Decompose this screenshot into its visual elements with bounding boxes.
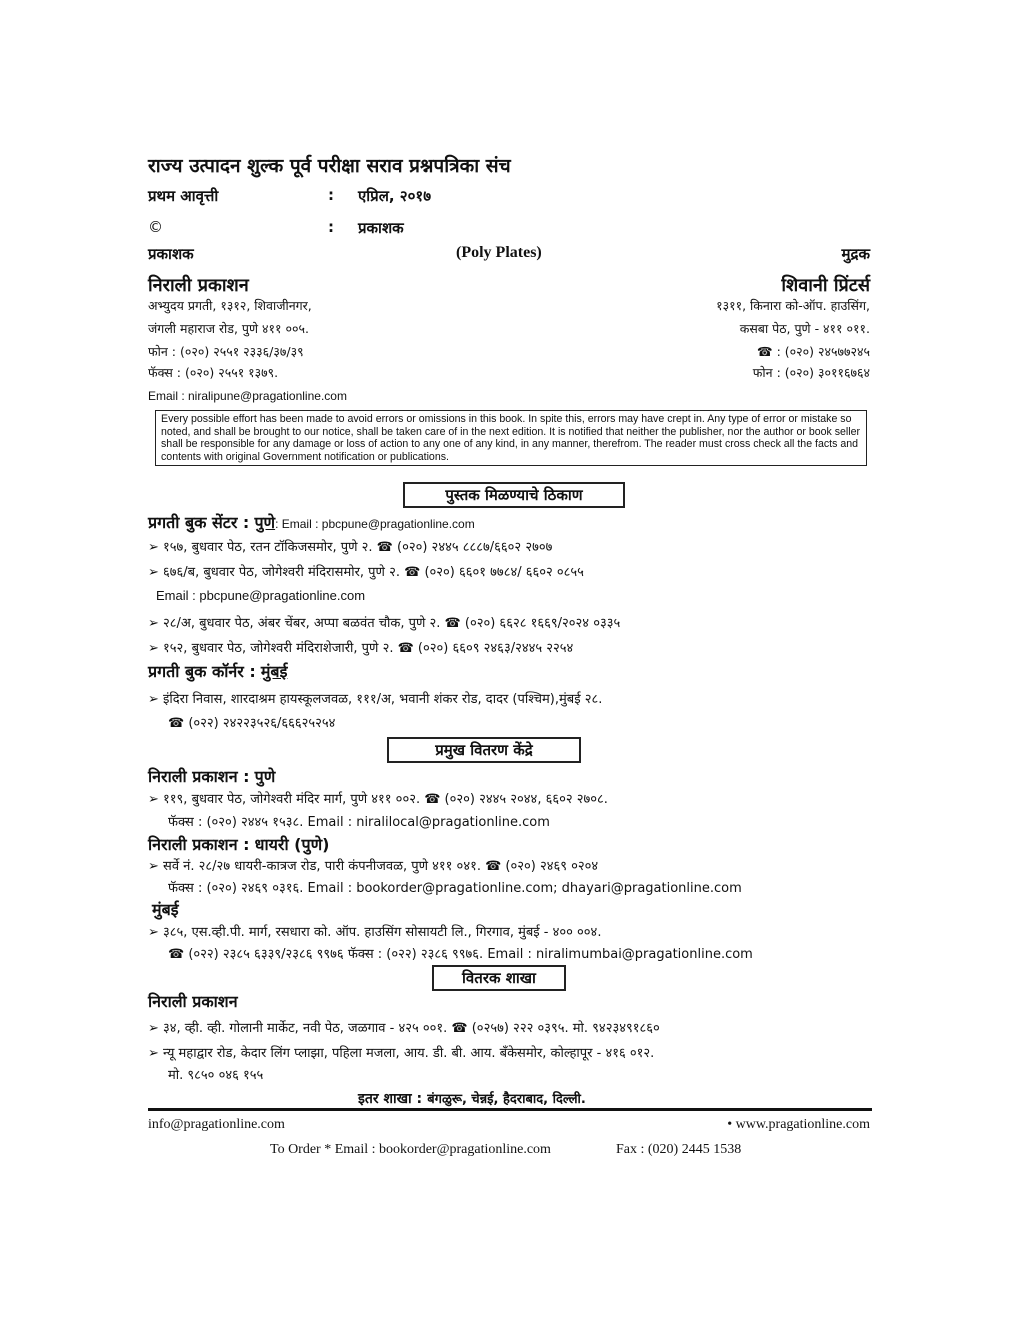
heading-city: धायरी (पुणे) [254, 835, 330, 854]
fax-email-line: फॅक्स : (०२०) २४४५ १५३८. Email : niralilocal@pragationline.com [168, 815, 550, 830]
printer-label: मुद्रक [841, 245, 870, 263]
printer-address-line: १३११, किनारा को-ऑप. हाउसिंग, [716, 298, 870, 313]
section-heading-distribution-centres: प्रमुख वितरण केंद्रे [387, 737, 581, 763]
heading-text: प्रगती बुक कॉर्नर : [148, 662, 256, 681]
footer-website[interactable]: • www.pragationline.com [727, 1117, 870, 1132]
other-branches-value: बंगळुरू, चेन्नई, हैदराबाद, दिल्ली. [427, 1092, 586, 1107]
heading-email: : Email : pbcpune@pragationline.com [275, 517, 475, 531]
printer-phone: ☎ : (०२०) २४५७७२४५ [757, 344, 870, 359]
publisher-address-line: अभ्युदय प्रगती, १३१२, शिवाजीनगर, [148, 298, 312, 313]
copyright-value: प्रकाशक [358, 219, 404, 237]
copyright-sep: : [328, 218, 334, 236]
publisher-fax: फॅक्स : (०२०) २५५१ १३७९. [148, 365, 279, 380]
address-line: ➢ ३४, व्ही. व्ही. गोलानी मार्केट, नवी पेठ, जळगाव - ४२५ ००१. ☎ (०२५७) २२२ ०३९५. मो. ९४२३४९१८६० [148, 1021, 660, 1036]
footer-rule [148, 1108, 872, 1111]
printer-phone-2: फोन : (०२०) ३०११६७६४ [752, 365, 870, 380]
edition-label: प्रथम आवृत्ती [148, 187, 219, 205]
publisher-label: प्रकाशक [148, 245, 194, 263]
footer-fax: Fax : (020) 2445 1538 [616, 1142, 742, 1157]
phone-line: ☎ (०२२) २४२२३५२६/६६६२५२५४ [168, 716, 336, 731]
heading-city: पुणे [254, 513, 276, 532]
fax-email-line: फॅक्स : (०२०) २४६९ ०३१६. Email : bookorder@pragationline.com; dhayari@pragationline.com [168, 881, 742, 896]
address-line: ➢ ११९, बुधवार पेठ, जोगेश्वरी मंदिर मार्ग, पुणे ४११ ००२. ☎ (०२०) २४४५ २०४४, ६६०२ २७०८. [148, 792, 608, 807]
mumbai-heading: मुंबई [152, 900, 179, 919]
poly-plates: (Poly Plates) [456, 244, 542, 261]
pragati-book-corner-heading [148, 660, 287, 682]
printer-address-line: कसबा पेठ, पुणे - ४११ ०११. [739, 321, 870, 336]
address-line: ➢ १५७, बुधवार पेठ, रतन टॉकिजसमोर, पुणे २. ☎ (०२०) २४४५ ८८८७/६६०२ २७०७ [148, 540, 553, 555]
heading-text: निराली प्रकाशन : [148, 767, 250, 786]
nirali-pune-heading [148, 765, 275, 787]
nirali-dhayari-heading [148, 833, 329, 855]
footer-order-email: To Order * Email : bookorder@pragationline.com [270, 1142, 551, 1157]
heading-city: पुणे [254, 767, 276, 786]
section-heading-distributor-branch: वितरक शाखा [432, 965, 566, 991]
section-heading-book-locations: पुस्तक मिळण्याचे ठिकाण [403, 482, 625, 508]
printer-name: शिवानी प्रिंटर्स [781, 275, 870, 296]
publisher-phone: फोन : (०२०) २५५१ २३३६/३७/३९ [148, 344, 304, 359]
edition-sep: : [328, 186, 334, 204]
nirali-branch-heading: निराली प्रकाशन [148, 992, 238, 1011]
book-title: राज्य उत्पादन शुल्क पूर्व परीक्षा सराव प्रश्नपत्रिका संच [148, 155, 511, 177]
footer-email[interactable]: info@pragationline.com [148, 1117, 285, 1132]
heading-text: निराली प्रकाशन : [148, 835, 250, 854]
email-line: Email : pbcpune@pragationline.com [156, 588, 366, 603]
address-line: ➢ सर्वे नं. २८/२७ धायरी-कात्रज रोड, पारी कंपनीजवळ, पुणे ४११ ०४१. ☎ (०२०) २४६९ ०२०४ [148, 859, 599, 874]
address-line: ➢ इंदिरा निवास, शारदाश्रम हायस्कूलजवळ, १११/अ, भवानी शंकर रोड, दादर (पश्चिम),मुंबई २८. [148, 692, 603, 707]
publisher-email: Email : niralipune@pragationline.com [148, 389, 347, 403]
address-line: ➢ ६७६/ब, बुधवार पेठ, जोगेश्वरी मंदिरासमोर, पुणे २. ☎ (०२०) ६६०१ ७७८४/ ६६०२ ०८५५ [148, 565, 584, 580]
publisher-name: निराली प्रकाशन [148, 275, 249, 296]
copyright-symbol: © [148, 218, 163, 236]
address-line: ➢ २८/अ, बुधवार पेठ, अंबर चेंबर, अप्पा बळवंत चौक, पुणे २. ☎ (०२०) ६६२८ १६६९/२०२४ ०३३५ [148, 616, 621, 631]
address-line: ➢ १५२, बुधवार पेठ, जोगेश्वरी मंदिराशेजारी, पुणे २. ☎ (०२०) ६६०९ २४६३/२४४५ २२५४ [148, 641, 574, 656]
address-line: ➢ ३८५, एस.व्ही.पी. मार्ग, रसधारा को. ऑप. हाउसिंग सोसायटी लि., गिरगाव, मुंबई - ४०० ००४. [148, 925, 602, 940]
edition-value: एप्रिल, २०१७ [358, 187, 432, 205]
mobile-line: मो. ९८५० ०४६ १५५ [168, 1068, 264, 1083]
heading-city: मुंबई [260, 662, 288, 681]
address-line: ➢ न्यू महाद्वार रोड, केदार लिंग प्लाझा, पहिला मजला, आय. डी. बी. आय. बँकेसमोर, कोल्हापूर - ४१६ ०१२. [148, 1046, 655, 1061]
other-branches [358, 1088, 586, 1108]
disclaimer-box: Every possible effort has been made to avoid errors or omissions in this book. In spite this, errors may have crept in. Any type of error or mistake so noted, and shall be brought to our notice, shall be taken care of in the next edition. It is notified that neither the publisher, nor the author or book seller shall be responsible for any damage or loss of action to any one of any kind, in any manner, therefrom. The reader must cross check all the facts and contents with original Government notification or publications. [155, 410, 867, 466]
other-branches-label: इतर शाखा : [358, 1091, 423, 1107]
publisher-address-line: जंगली महाराज रोड, पुणे ४११ ००५. [148, 321, 309, 336]
heading-text: प्रगती बुक सेंटर : [148, 513, 250, 532]
phone-fax-email-line: ☎ (०२२) २३८५ ६३३९/२३८६ ९९७६ फॅक्स : (०२२) २३८६ ९९७६. Email : niralimumbai@pragationline.com [168, 947, 753, 962]
pragati-book-centre-heading [148, 511, 475, 533]
